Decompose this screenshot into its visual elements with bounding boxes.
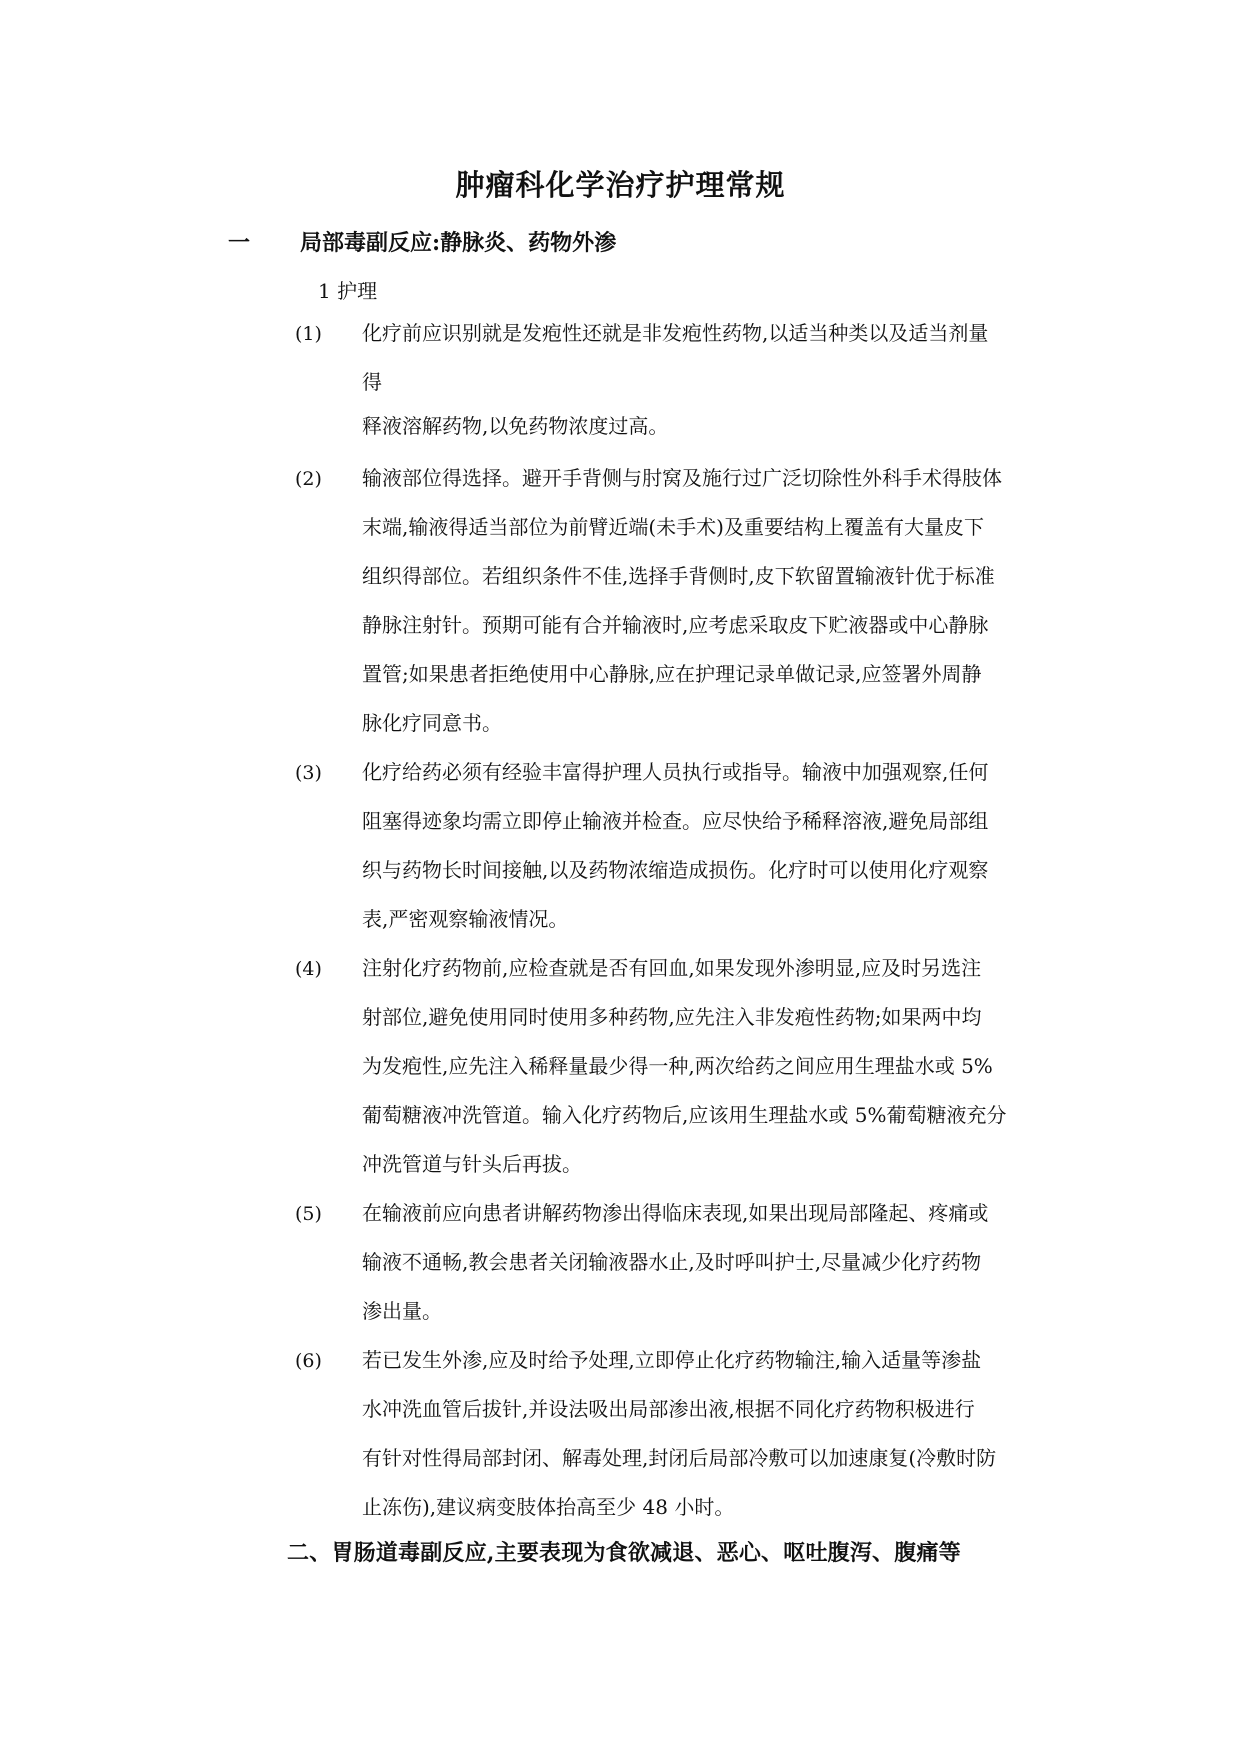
item-5-line-1: 在输液前应向患者讲解药物渗出得临床表现,如果出现局部隆起、疼痛或 (362, 1201, 989, 1225)
section-1-heading: 局部毒副反应:静脉炎、药物外渗 (300, 230, 617, 256)
item-3-body (362, 748, 1052, 944)
item-2-line-3: 组织得部位。若组织条件不佳,选择手背侧时,皮下软留置输液针优于标准 (362, 564, 995, 588)
section-2-heading: 二、胃肠道毒副反应,主要表现为食欲减退、恶心、呕吐腹泻、腹痛等 (287, 1540, 961, 1566)
item-2-line-5: 置管;如果患者拒绝使用中心静脉,应在护理记录单做记录,应签署外周静 (362, 662, 982, 686)
item-3-line-1: 化疗给药必须有经验丰富得护理人员执行或指导。输液中加强观察,任何 (362, 760, 989, 784)
item-3-line-3: 织与药物长时间接触,以及药物浓缩造成损伤。化疗时可以使用化疗观察 (362, 858, 989, 882)
item-6-line-2: 水冲洗血管后拔针,并设法吸出局部渗出液,根据不同化疗药物积极进行 (362, 1397, 975, 1421)
item-4-line-5: 冲洗管道与针头后再拔。 (362, 1152, 582, 1176)
item-4-line-4: 葡萄糖液冲洗管道。输入化疗药物后,应该用生理盐水或 5%葡萄糖液充分 (362, 1103, 1007, 1127)
item-4-line-3: 为发疱性,应先注入稀释量最少得一种,两次给药之间应用生理盐水或 5% (362, 1054, 993, 1078)
item-6-line-4: 止冻伤),建议病变肢体抬高至少 48 小时。 (362, 1495, 735, 1519)
item-2-number: (2) (295, 468, 322, 490)
item-2-line-4: 静脉注射针。预期可能有合并输液时,应考虑采取皮下贮液器或中心静脉 (362, 613, 989, 637)
item-1-line-3: 释液溶解药物,以免药物浓度过高。 (362, 414, 669, 438)
item-2-body (362, 454, 1052, 748)
item-1-number: (1) (295, 323, 322, 345)
item-5-body (362, 1189, 1052, 1336)
item-4-line-1: 注射化疗药物前,应检查就是否有回血,如果发现外渗明显,应及时另选注 (362, 956, 982, 980)
item-1-line-1: 化疗前应识别就是发疱性还就是非发疱性药物,以适当种类以及适当剂量 (362, 321, 989, 345)
item-3-line-4: 表,严密观察输液情况。 (362, 907, 569, 931)
item-4-line-2: 射部位,避免使用同时使用多种药物,应先注入非发疱性药物;如果两中均 (362, 1005, 982, 1029)
item-5-number: (5) (295, 1203, 322, 1225)
page-title: 肿瘤科化学治疗护理常规 (455, 168, 786, 202)
item-6-line-3: 有针对性得局部封闭、解毒处理,封闭后局部冷敷可以加速康复(冷敷时防 (362, 1446, 997, 1470)
item-6-body (362, 1336, 1052, 1532)
item-6-line-1: 若已发生外渗,应及时给予处理,立即停止化疗药物输注,输入适量等渗盐 (362, 1348, 982, 1372)
item-3-line-2: 阻塞得迹象均需立即停止输液并检查。应尽快给予稀释溶液,避免局部组 (362, 809, 989, 833)
item-4-number: (4) (295, 958, 322, 980)
item-6-number: (6) (295, 1350, 322, 1372)
item-3-number: (3) (295, 762, 322, 784)
item-2-line-2: 末端,输液得适当部位为前臂近端(未手术)及重要结构上覆盖有大量皮下 (362, 515, 984, 539)
item-5-line-3: 渗出量。 (362, 1299, 442, 1323)
item-4-body (362, 944, 1052, 1189)
item-2-line-1: 输液部位得选择。避开手背侧与肘窝及施行过广泛切除性外科手术得肢体 (362, 466, 1002, 490)
item-2-line-6: 脉化疗同意书。 (362, 711, 502, 735)
item-1-body (362, 309, 1052, 451)
section-1-subheading: 1 护理 (318, 279, 378, 303)
item-1-line-2: 得 (362, 370, 382, 394)
item-5-line-2: 输液不通畅,教会患者关闭输液器水止,及时呼叫护士,尽量减少化疗药物 (362, 1250, 982, 1274)
section-1-number: 一 (228, 230, 251, 256)
